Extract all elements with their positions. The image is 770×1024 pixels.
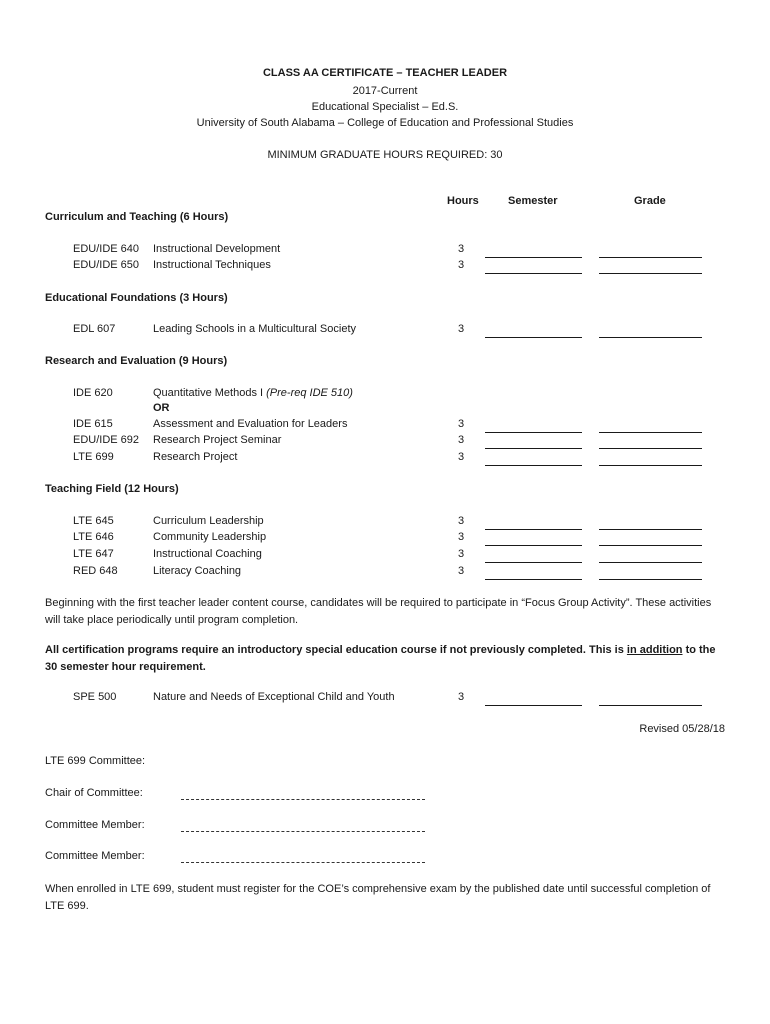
special-ed-text: All certification programs require an introductory special education course if not previously completed. This is — [45, 644, 627, 656]
special-ed-text-end: to the 30 semester hour requirement. — [45, 644, 716, 673]
minimum-hours: MINIMUM GRADUATE HOURS REQUIRED: 30 — [267, 149, 503, 161]
course-title: Leading Schools in a Multicultural Society — [153, 323, 357, 335]
grade-blank[interactable] — [599, 432, 702, 433]
column-header-semester: Semester — [508, 195, 558, 207]
semester-blank[interactable] — [485, 579, 582, 580]
in-addition-emphasis: in addition — [626, 644, 683, 656]
course-hours: 3 — [458, 434, 465, 446]
semester-blank[interactable] — [485, 273, 582, 274]
course-hours: 3 — [458, 691, 465, 703]
semester-blank[interactable] — [485, 448, 582, 449]
course-code: LTE 645 — [73, 515, 114, 527]
semester-blank[interactable] — [485, 257, 582, 258]
course-hours: 3 — [458, 548, 465, 560]
member-label: Committee Member: — [45, 850, 145, 862]
section-heading-teaching-field: Teaching Field (12 Hours) — [45, 483, 179, 495]
grade-blank[interactable] — [599, 448, 702, 449]
course-title: Community Leadership — [153, 531, 267, 543]
course-title: Instructional Coaching — [153, 548, 262, 560]
course-title: Assessment and Evaluation for Leaders — [153, 418, 348, 430]
chair-label: Chair of Committee: — [45, 787, 143, 799]
course-hours: 3 — [458, 243, 465, 255]
program-years: 2017-Current — [352, 85, 418, 97]
course-hours: 3 — [458, 259, 465, 271]
course-title: Research Project — [153, 451, 238, 463]
course-code: LTE 646 — [73, 531, 114, 543]
section-heading-foundations: Educational Foundations (3 Hours) — [45, 292, 228, 304]
course-hours: 3 — [458, 515, 465, 527]
course-title: Research Project Seminar — [153, 434, 282, 446]
course-hours: 3 — [458, 451, 465, 463]
institution-name: University of South Alabama – College of Education and Professional Studies — [196, 117, 574, 129]
grade-blank[interactable] — [599, 257, 702, 258]
chair-signature-line[interactable] — [181, 799, 425, 800]
grade-blank[interactable] — [599, 529, 702, 530]
grade-blank[interactable] — [599, 337, 702, 338]
course-title: Nature and Needs of Exceptional Child and Youth — [153, 691, 395, 703]
semester-blank[interactable] — [485, 529, 582, 530]
course-code: EDU/IDE 640 — [73, 243, 140, 255]
course-title: Curriculum Leadership — [153, 515, 264, 527]
document-title: CLASS AA CERTIFICATE – TEACHER LEADER — [262, 67, 508, 79]
course-code: EDL 607 — [73, 323, 116, 335]
semester-blank[interactable] — [485, 705, 582, 706]
course-hours: 3 — [458, 323, 465, 335]
semester-blank[interactable] — [485, 465, 582, 466]
course-code: LTE 647 — [73, 548, 114, 560]
course-title-text: Quantitative Methods I — [153, 387, 264, 399]
revised-date: Revised 05/28/18 — [639, 723, 725, 735]
section-heading-research: Research and Evaluation (9 Hours) — [45, 355, 228, 367]
grade-blank[interactable] — [599, 273, 702, 274]
special-ed-note — [45, 642, 725, 676]
grade-blank[interactable] — [599, 579, 702, 580]
grade-blank[interactable] — [599, 465, 702, 466]
or-label: OR — [153, 402, 170, 414]
course-hours: 3 — [458, 418, 465, 430]
semester-blank[interactable] — [485, 337, 582, 338]
committee-heading: LTE 699 Committee: — [45, 755, 146, 767]
course-hours: 3 — [458, 531, 465, 543]
column-header-grade: Grade — [634, 195, 666, 207]
focus-group-note: Beginning with the first teacher leader content course, candidates will be required to participate in “Focus Group Activity”. These activities will take place periodically until program completion. — [45, 597, 712, 626]
degree-name: Educational Specialist – Ed.S. — [311, 101, 459, 113]
member-signature-line[interactable] — [181, 862, 425, 863]
semester-blank[interactable] — [485, 545, 582, 546]
course-title — [153, 387, 353, 399]
member-label: Committee Member: — [45, 819, 145, 831]
prereq-note: (Pre-req IDE 510) — [266, 387, 353, 399]
column-header-hours: Hours — [447, 195, 479, 207]
semester-blank[interactable] — [485, 432, 582, 433]
course-code: EDU/IDE 692 — [73, 434, 140, 446]
grade-blank[interactable] — [599, 562, 702, 563]
comprehensive-exam-note: When enrolled in LTE 699, student must register for the COE’s comprehensive exam by the published date until successful completion of LTE 699. — [45, 883, 711, 912]
semester-blank[interactable] — [485, 562, 582, 563]
grade-blank[interactable] — [599, 545, 702, 546]
course-code: LTE 699 — [73, 451, 114, 463]
course-title: Instructional Development — [153, 243, 281, 255]
course-code: RED 648 — [73, 565, 118, 577]
section-heading-curriculum: Curriculum and Teaching (6 Hours) — [45, 211, 229, 223]
course-hours: 3 — [458, 565, 465, 577]
course-title: Literacy Coaching — [153, 565, 242, 577]
course-title: Instructional Techniques — [153, 259, 271, 271]
grade-blank[interactable] — [599, 705, 702, 706]
course-code: IDE 620 — [73, 387, 113, 399]
course-code: IDE 615 — [73, 418, 113, 430]
member-signature-line[interactable] — [181, 831, 425, 832]
course-code: SPE 500 — [73, 691, 117, 703]
course-code: EDU/IDE 650 — [73, 259, 140, 271]
